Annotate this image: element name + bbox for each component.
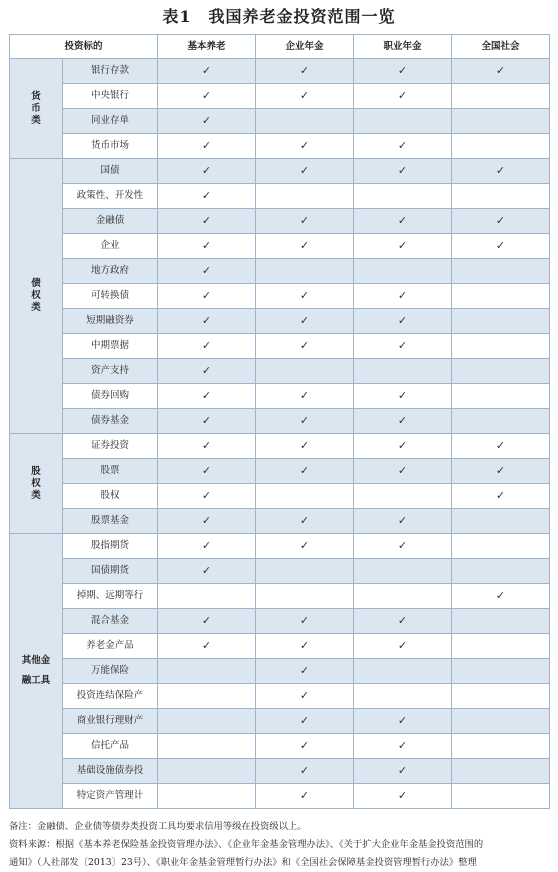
scope-cell (452, 759, 550, 784)
checkmark-icon: ✓ (397, 714, 408, 727)
checkmark-icon: ✓ (299, 89, 310, 102)
category-label-line: 权 (31, 477, 41, 489)
table-row (10, 109, 550, 134)
scope-cell (354, 334, 452, 359)
table-row (10, 484, 550, 509)
scope-cell (256, 509, 354, 534)
checkmark-icon: ✓ (397, 164, 408, 177)
checkmark-icon: ✓ (397, 514, 408, 527)
scope-cell (452, 59, 550, 84)
checkmark-icon: ✓ (397, 539, 408, 552)
instrument-name: 证券投资 (63, 434, 158, 459)
scope-cell (256, 409, 354, 434)
scope-cell (158, 734, 256, 759)
scope-cell (158, 334, 256, 359)
scope-cell (256, 234, 354, 259)
scope-cell (354, 609, 452, 634)
scope-cell (158, 359, 256, 384)
scope-cell (256, 784, 354, 809)
checkmark-icon: ✓ (299, 389, 310, 402)
category-label-line: 权 (31, 290, 41, 301)
scope-cell (452, 284, 550, 309)
note-source-line-2: 通知》（人社部发〔2013〕23号）、《职业年金基金管理暂行办法》和《全国社会保障基金投资管理暂行办法》整理 (9, 857, 477, 868)
instrument-name: 基础设施债券投 (63, 759, 158, 784)
scope-cell (158, 234, 256, 259)
instrument-name: 特定资产管理计 (63, 784, 158, 809)
checkmark-icon: ✓ (397, 214, 408, 227)
scope-cell (354, 734, 452, 759)
checkmark-icon: ✓ (201, 639, 212, 652)
scope-cell (256, 559, 354, 584)
scope-cell (158, 209, 256, 234)
scope-cell (158, 509, 256, 534)
scope-cell (354, 184, 452, 209)
instrument-name: 可转换债 (63, 284, 158, 309)
table-row (10, 59, 550, 84)
scope-cell (452, 259, 550, 284)
scope-cell (256, 284, 354, 309)
scope-cell (354, 359, 452, 384)
table-row (10, 259, 550, 284)
checkmark-icon: ✓ (495, 464, 506, 477)
instrument-name: 信托产品 (63, 734, 158, 759)
scope-cell (452, 334, 550, 359)
instrument-name: 养老金产品 (63, 634, 158, 659)
scope-cell (452, 609, 550, 634)
checkmark-icon: ✓ (299, 64, 310, 77)
checkmark-icon: ✓ (397, 64, 408, 77)
scope-cell (158, 484, 256, 509)
scope-cell (354, 284, 452, 309)
table-row (10, 384, 550, 409)
instrument-name: 中期票据 (63, 334, 158, 359)
table-row (10, 759, 550, 784)
checkmark-icon: ✓ (299, 339, 310, 352)
checkmark-icon: ✓ (201, 214, 212, 227)
scope-cell (158, 259, 256, 284)
scope-cell (256, 434, 354, 459)
checkmark-icon: ✓ (299, 714, 310, 727)
scope-cell (354, 134, 452, 159)
table-row (10, 409, 550, 434)
table-row (10, 584, 550, 609)
scope-cell (354, 84, 452, 109)
checkmark-icon: ✓ (397, 439, 408, 452)
scope-cell (256, 584, 354, 609)
scope-cell (256, 334, 354, 359)
checkmark-icon: ✓ (201, 289, 212, 302)
scope-cell (354, 434, 452, 459)
scope-cell (354, 759, 452, 784)
scope-cell (354, 409, 452, 434)
scope-cell (256, 759, 354, 784)
checkmark-icon: ✓ (299, 689, 310, 702)
category-cell (10, 534, 63, 809)
scope-cell (158, 184, 256, 209)
checkmark-icon: ✓ (201, 264, 212, 277)
scope-cell (256, 659, 354, 684)
category-label-line: 类 (31, 114, 41, 126)
table-row (10, 84, 550, 109)
scope-cell (354, 209, 452, 234)
checkmark-icon: ✓ (299, 414, 310, 427)
category-label-line: 融工具 (21, 675, 51, 686)
scope-cell (354, 259, 452, 284)
instrument-name: 同业存单 (63, 109, 158, 134)
scope-cell (158, 84, 256, 109)
scope-cell (158, 384, 256, 409)
scope-cell (452, 409, 550, 434)
scope-cell (256, 484, 354, 509)
table-title: 表1 我国养老金投资范围一览 (162, 7, 396, 26)
scope-cell (354, 234, 452, 259)
table-row (10, 159, 550, 184)
table-row (10, 309, 550, 334)
scope-cell (256, 159, 354, 184)
checkmark-icon: ✓ (495, 239, 506, 252)
checkmark-icon: ✓ (299, 314, 310, 327)
checkmark-icon: ✓ (397, 614, 408, 627)
instrument-name: 掉期、远期等行 (63, 584, 158, 609)
checkmark-icon: ✓ (201, 489, 212, 502)
scope-cell (452, 309, 550, 334)
scope-cell (158, 634, 256, 659)
scope-cell (256, 109, 354, 134)
scope-cell (158, 584, 256, 609)
scope-cell (354, 709, 452, 734)
scope-cell (158, 459, 256, 484)
checkmark-icon: ✓ (495, 164, 506, 177)
checkmark-icon: ✓ (201, 389, 212, 402)
table-row (10, 359, 550, 384)
scope-cell (256, 84, 354, 109)
checkmark-icon: ✓ (201, 364, 212, 377)
checkmark-icon: ✓ (397, 414, 408, 427)
table-row (10, 659, 550, 684)
checkmark-icon: ✓ (201, 164, 212, 177)
table-row (10, 709, 550, 734)
scope-cell (452, 84, 550, 109)
scope-cell (452, 234, 550, 259)
scope-cell (354, 684, 452, 709)
instrument-name: 国债期货 (63, 559, 158, 584)
table-row (10, 209, 550, 234)
checkmark-icon: ✓ (201, 439, 212, 452)
checkmark-icon: ✓ (201, 564, 212, 577)
category-label-line: 其他金 (21, 655, 51, 666)
scope-cell (158, 59, 256, 84)
checkmark-icon: ✓ (397, 389, 408, 402)
table-row (10, 609, 550, 634)
scope-cell (158, 609, 256, 634)
scope-cell (256, 259, 354, 284)
header-national-social-security: 全国社会 (452, 35, 550, 59)
instrument-name: 股指期货 (63, 534, 158, 559)
scope-cell (256, 209, 354, 234)
scope-cell (452, 184, 550, 209)
scope-cell (354, 309, 452, 334)
scope-cell (256, 734, 354, 759)
scope-cell (452, 534, 550, 559)
instrument-name: 金融债 (63, 209, 158, 234)
table-row (10, 459, 550, 484)
scope-cell (354, 59, 452, 84)
checkmark-icon: ✓ (299, 139, 310, 152)
scope-cell (158, 709, 256, 734)
checkmark-icon: ✓ (299, 664, 310, 677)
checkmark-icon: ✓ (299, 164, 310, 177)
table-row (10, 284, 550, 309)
instrument-name: 资产支持 (63, 359, 158, 384)
scope-cell (452, 459, 550, 484)
scope-cell (452, 584, 550, 609)
instrument-name: 股权 (63, 484, 158, 509)
scope-cell (256, 534, 354, 559)
scope-cell (354, 784, 452, 809)
checkmark-icon: ✓ (299, 639, 310, 652)
checkmark-icon: ✓ (299, 239, 310, 252)
instrument-name: 国债 (63, 159, 158, 184)
instrument-name: 混合基金 (63, 609, 158, 634)
checkmark-icon: ✓ (299, 764, 310, 777)
table-row (10, 134, 550, 159)
checkmark-icon: ✓ (299, 439, 310, 452)
checkmark-icon: ✓ (495, 439, 506, 452)
scope-cell (256, 609, 354, 634)
table-row (10, 234, 550, 259)
scope-cell (256, 634, 354, 659)
checkmark-icon: ✓ (397, 139, 408, 152)
scope-cell (256, 459, 354, 484)
table-row (10, 684, 550, 709)
checkmark-icon: ✓ (201, 514, 212, 527)
scope-cell (158, 284, 256, 309)
scope-cell (158, 684, 256, 709)
scope-cell (452, 559, 550, 584)
checkmark-icon: ✓ (299, 464, 310, 477)
checkmark-icon: ✓ (397, 239, 408, 252)
investment-scope-table (9, 34, 550, 809)
scope-cell (158, 109, 256, 134)
checkmark-icon: ✓ (397, 789, 408, 802)
scope-cell (256, 309, 354, 334)
scope-cell (354, 509, 452, 534)
note-remark: 备注：金融债、企业债等债券类投资工具均要求信用等级在投资级以上。 (9, 821, 307, 832)
scope-cell (354, 109, 452, 134)
header-occupational-annuity: 职业年金 (354, 35, 452, 59)
scope-cell (158, 559, 256, 584)
table-row (10, 784, 550, 809)
checkmark-icon: ✓ (397, 314, 408, 327)
scope-cell (158, 784, 256, 809)
header-basic-pension: 基本养老 (158, 35, 256, 59)
category-label-line: 货 (31, 90, 41, 102)
checkmark-icon: ✓ (397, 289, 408, 302)
checkmark-icon: ✓ (201, 539, 212, 552)
checkmark-icon: ✓ (397, 764, 408, 777)
scope-cell (452, 684, 550, 709)
scope-cell (354, 659, 452, 684)
header-enterprise-annuity: 企业年金 (256, 35, 354, 59)
scope-cell (158, 659, 256, 684)
scope-cell (158, 434, 256, 459)
checkmark-icon: ✓ (201, 314, 212, 327)
category-cell (10, 434, 63, 534)
instrument-name: 债券回购 (63, 384, 158, 409)
scope-cell (158, 134, 256, 159)
scope-cell (452, 434, 550, 459)
scope-cell (452, 734, 550, 759)
checkmark-icon: ✓ (397, 89, 408, 102)
table-row (10, 509, 550, 534)
category-label-line: 类 (31, 489, 41, 501)
table-row (10, 434, 550, 459)
checkmark-icon: ✓ (495, 589, 506, 602)
table-row (10, 334, 550, 359)
checkmark-icon: ✓ (397, 464, 408, 477)
scope-cell (452, 159, 550, 184)
checkmark-icon: ✓ (299, 214, 310, 227)
table-row (10, 559, 550, 584)
checkmark-icon: ✓ (201, 64, 212, 77)
scope-cell (452, 709, 550, 734)
scope-cell (452, 784, 550, 809)
category-label-line: 类 (31, 302, 41, 313)
category-label-line: 股 (31, 465, 41, 477)
instrument-name: 万能保险 (63, 659, 158, 684)
checkmark-icon: ✓ (299, 789, 310, 802)
instrument-name: 股票 (63, 459, 158, 484)
category-label-line: 币 (31, 102, 41, 114)
scope-cell (158, 759, 256, 784)
table-notes (9, 818, 554, 872)
table-header-row (10, 35, 550, 59)
scope-cell (354, 159, 452, 184)
checkmark-icon: ✓ (201, 239, 212, 252)
instrument-name: 企业 (63, 234, 158, 259)
table-body (10, 59, 550, 809)
header-investment-target: 投资标的 (10, 35, 158, 59)
checkmark-icon: ✓ (495, 489, 506, 502)
table-row (10, 634, 550, 659)
checkmark-icon: ✓ (201, 139, 212, 152)
scope-cell (354, 484, 452, 509)
instrument-name: 短期融资券 (63, 309, 158, 334)
scope-cell (452, 659, 550, 684)
scope-cell (256, 134, 354, 159)
instrument-name: 中央银行 (63, 84, 158, 109)
checkmark-icon: ✓ (201, 114, 212, 127)
table-row (10, 534, 550, 559)
scope-cell (452, 109, 550, 134)
scope-cell (256, 184, 354, 209)
table-row (10, 184, 550, 209)
table-row (10, 734, 550, 759)
checkmark-icon: ✓ (397, 739, 408, 752)
instrument-name: 政策性、开发性 (63, 184, 158, 209)
checkmark-icon: ✓ (201, 339, 212, 352)
checkmark-icon: ✓ (299, 614, 310, 627)
scope-cell (158, 309, 256, 334)
scope-cell (452, 509, 550, 534)
checkmark-icon: ✓ (299, 514, 310, 527)
checkmark-icon: ✓ (201, 89, 212, 102)
checkmark-icon: ✓ (201, 614, 212, 627)
instrument-name: 货币市场 (63, 134, 158, 159)
scope-cell (256, 684, 354, 709)
checkmark-icon: ✓ (299, 739, 310, 752)
instrument-name: 股票基金 (63, 509, 158, 534)
category-label-line: 债 (31, 278, 41, 289)
scope-cell (256, 384, 354, 409)
scope-cell (452, 384, 550, 409)
checkmark-icon: ✓ (201, 189, 212, 202)
scope-cell (354, 634, 452, 659)
category-cell (10, 159, 63, 434)
scope-cell (256, 359, 354, 384)
instrument-name: 商业银行理财产 (63, 709, 158, 734)
scope-cell (256, 709, 354, 734)
scope-cell (158, 159, 256, 184)
category-cell (10, 59, 63, 159)
instrument-name: 银行存款 (63, 59, 158, 84)
scope-cell (452, 634, 550, 659)
checkmark-icon: ✓ (495, 64, 506, 77)
note-source-line-1: 资料来源：根据《基本养老保险基金投资管理办法》、《企业年金基金管理办法》、《关于扩大企业年金基金投资范围的 (9, 839, 484, 850)
scope-cell (354, 459, 452, 484)
scope-cell (452, 134, 550, 159)
checkmark-icon: ✓ (299, 539, 310, 552)
checkmark-icon: ✓ (397, 339, 408, 352)
scope-cell (354, 534, 452, 559)
checkmark-icon: ✓ (201, 414, 212, 427)
scope-cell (158, 534, 256, 559)
scope-cell (158, 409, 256, 434)
scope-cell (256, 59, 354, 84)
instrument-name: 债券基金 (63, 409, 158, 434)
scope-cell (354, 384, 452, 409)
instrument-name: 地方政府 (63, 259, 158, 284)
scope-cell (452, 359, 550, 384)
checkmark-icon: ✓ (201, 464, 212, 477)
checkmark-icon: ✓ (495, 214, 506, 227)
scope-cell (452, 209, 550, 234)
instrument-name: 投资连结保险产 (63, 684, 158, 709)
scope-cell (452, 484, 550, 509)
scope-cell (354, 584, 452, 609)
scope-cell (354, 559, 452, 584)
checkmark-icon: ✓ (299, 289, 310, 302)
checkmark-icon: ✓ (397, 639, 408, 652)
